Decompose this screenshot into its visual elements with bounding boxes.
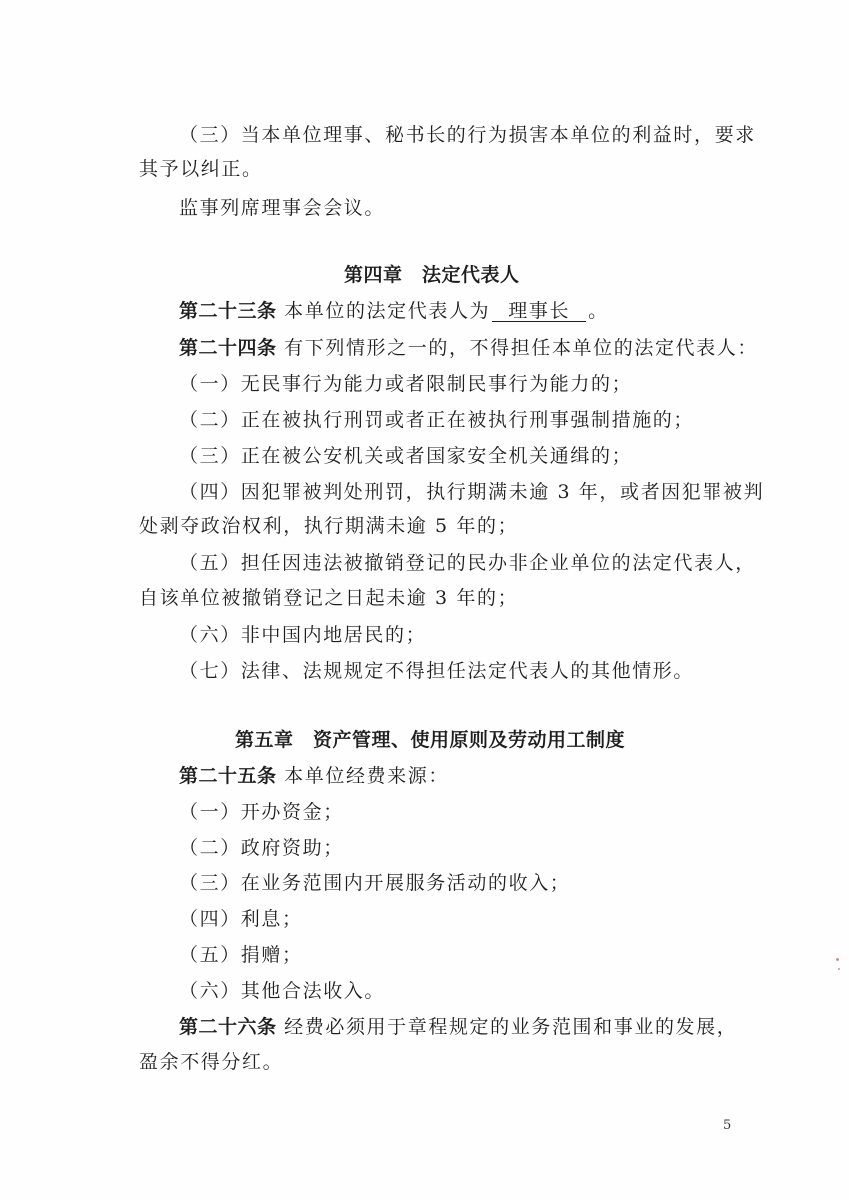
article-26 xyxy=(179,1015,737,1039)
list-item: （四）利息； xyxy=(179,908,303,930)
article-24-text: 有下列情形之一的，不得担任本单位的法定代表人： xyxy=(284,337,758,359)
list-item: （五）捐赠； xyxy=(179,944,303,966)
list-item-continuation: 自该单位被撤销登记之日起未逾 3 年的； xyxy=(139,587,519,609)
article-25 xyxy=(179,764,449,788)
article-26-label: 第二十六条 xyxy=(179,1016,277,1038)
list-item: （二）政府资助； xyxy=(179,837,344,859)
list-item: （四）因犯罪被判处刑罚，执行期满未逾 3 年，或者因犯罪被判 xyxy=(179,481,765,503)
paragraph-line: （三）当本单位理事、秘书长的行为损害本单位的利益时，要求 xyxy=(179,124,756,146)
paragraph-line: 盈余不得分红。 xyxy=(139,1051,284,1073)
list-item: （五）担任因违法被撤销登记的民办非企业单位的法定代表人， xyxy=(179,552,756,574)
legal-representative-blank: 理事长 xyxy=(492,301,586,322)
chapter-4-heading: 第四章 法定代表人 xyxy=(344,264,520,286)
list-item: （七）法律、法规规定不得担任法定代表人的其他情形。 xyxy=(179,660,695,682)
article-24 xyxy=(179,336,758,360)
article-24-label: 第二十四条 xyxy=(179,337,277,359)
page-number: 5 xyxy=(723,1118,732,1133)
article-25-text: 本单位经费来源： xyxy=(284,765,449,787)
list-item: （一）无民事行为能力或者限制民事行为能力的； xyxy=(179,373,633,395)
article-23 xyxy=(179,299,609,323)
article-25-label: 第二十五条 xyxy=(179,765,277,787)
scan-speck xyxy=(836,958,839,961)
chapter-5-heading: 第五章 资产管理、使用原则及劳动用工制度 xyxy=(235,729,626,751)
paragraph-line: 其予以纠正。 xyxy=(139,158,263,180)
article-26-text: 经费必须用于章程规定的业务范围和事业的发展， xyxy=(284,1016,738,1038)
list-item: （六）其他合法收入。 xyxy=(179,980,386,1002)
list-item: （二）正在被执行刑罚或者正在被执行刑事强制措施的； xyxy=(179,409,695,431)
list-item: （三）在业务范围内开展服务活动的收入； xyxy=(179,872,571,894)
list-item-continuation: 处剥夺政治权利，执行期满未逾 5 年的； xyxy=(139,515,519,537)
paragraph-line: 监事列席理事会会议。 xyxy=(179,197,386,219)
list-item: （三）正在被公安机关或者国家安全机关通缉的； xyxy=(179,445,633,467)
scan-speck xyxy=(838,968,840,970)
article-23-end: 。 xyxy=(588,300,609,322)
article-23-label: 第二十三条 xyxy=(179,300,277,322)
article-23-text: 本单位的法定代表人为 xyxy=(284,300,491,322)
list-item: （一）开办资金； xyxy=(179,801,344,823)
list-item: （六）非中国内地居民的； xyxy=(179,624,427,646)
